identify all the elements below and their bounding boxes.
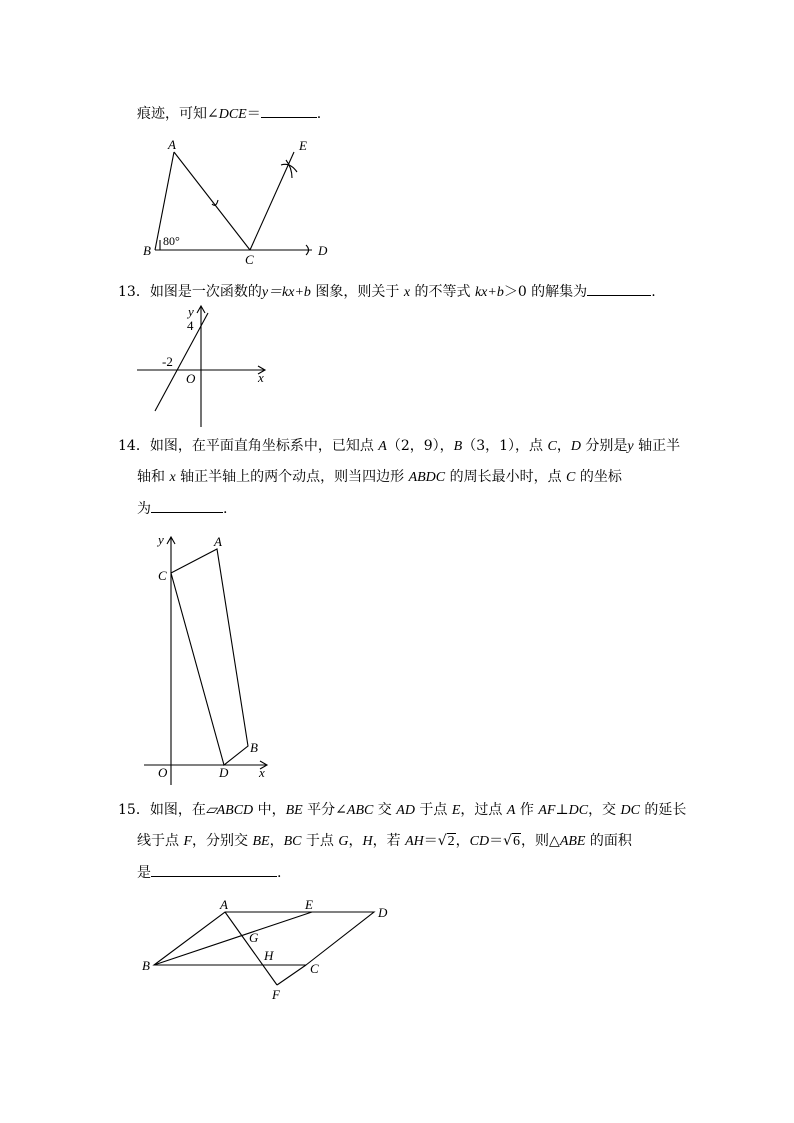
q15-be: BE: [285, 803, 303, 818]
q15-l1g: 作: [515, 802, 539, 818]
q15-l2g: ，: [455, 833, 470, 849]
q15-l2b: ，分别交: [192, 833, 253, 849]
q15-seg-cf: [277, 965, 306, 985]
q15-para: ▱ABCD: [205, 803, 254, 818]
q14-number: 14．: [118, 438, 150, 454]
q14-label-b: B: [250, 740, 258, 755]
q15-seg-be: [154, 912, 312, 965]
q15-label-b: B: [142, 958, 150, 973]
q15-ad: AD: [396, 803, 415, 818]
q14-label-a: A: [214, 534, 222, 549]
q12-label-e: E: [299, 138, 307, 153]
q14-l2c: 的周长最小时，点: [445, 469, 567, 485]
q14-y-label: y: [158, 532, 164, 547]
q15-label-g: G: [249, 930, 259, 945]
q15-l2f: ，若: [372, 833, 406, 849]
q15-label-a: A: [220, 897, 228, 912]
q15-l2e: ，: [348, 833, 363, 849]
q15-l1d: 交: [373, 802, 397, 818]
q14-l3a: 为: [137, 501, 151, 517]
q13-end: .: [651, 284, 656, 300]
q14-l1c: （3，1），点: [462, 438, 548, 454]
q13-origin: O: [186, 371, 196, 386]
q15-l1i: 的延长: [639, 802, 687, 818]
q14-l1e: 分别是: [580, 438, 628, 454]
q15-label-e: E: [305, 897, 313, 912]
q13-ineq: kx+b: [474, 285, 504, 300]
q13-y-label: y: [188, 304, 194, 319]
q12-prefix: 痕迹，可知∠: [137, 106, 219, 122]
q15-l1a: 如图，在: [149, 802, 206, 818]
q15-af: AF: [538, 803, 556, 818]
q12-eq: ＝: [246, 106, 261, 122]
q15-dc: DC: [568, 803, 589, 818]
q15-label-f: F: [272, 987, 280, 1002]
q15-label-d: D: [378, 905, 388, 920]
q14-label-c: C: [158, 568, 167, 583]
q14-l2d: 的坐标: [575, 469, 622, 485]
q13-intercept-4: 4: [187, 318, 194, 333]
q14-l1a: 如图，在平面直角坐标系中，已知点: [149, 438, 379, 454]
q13-t1: 如图是一次函数的: [149, 284, 262, 300]
q15-e: E: [451, 803, 461, 818]
q13-x-label: x: [258, 370, 264, 385]
q15-bc: BC: [283, 834, 302, 849]
q15-label-c: C: [310, 961, 319, 976]
q13-intercept-neg2: -2: [162, 354, 173, 369]
q15-l1f: ，过点: [460, 802, 507, 818]
q15-six: 6: [513, 834, 521, 849]
q12-label-d: D: [318, 243, 328, 258]
q15-number: 15．: [118, 802, 150, 818]
sqrt-2: √2: [437, 833, 455, 849]
q15-two: 2: [447, 834, 455, 849]
q15-abe: ABE: [559, 834, 586, 849]
sqrt-6: √6: [503, 833, 521, 849]
q13-function: y＝kx+b: [261, 285, 311, 300]
q15-l2c: ，: [269, 833, 284, 849]
q12-end: .: [316, 106, 322, 122]
q14-origin: O: [158, 765, 168, 780]
q14-y: y: [627, 439, 634, 454]
q15-l2h: ，则△: [521, 833, 560, 849]
q14-x: x: [169, 470, 176, 485]
q15-g: G: [338, 834, 349, 849]
q15-label-h: H: [264, 948, 274, 963]
q14-end: .: [223, 501, 228, 517]
q15-dc-2: DC: [620, 803, 640, 818]
q14-l1d: ，: [556, 438, 571, 454]
q13-t3: 的不等式: [410, 284, 475, 300]
q14-pb: B: [453, 439, 463, 454]
q14-label-d: D: [219, 765, 229, 780]
q15-l2a: 线于点: [137, 833, 184, 849]
q13-x: x: [403, 285, 411, 300]
q12-label-a: A: [168, 137, 176, 152]
q12-label-c: C: [245, 252, 254, 267]
q14-pc: C: [547, 439, 557, 454]
q14-l1f: 轴正半: [633, 438, 681, 454]
q15-l1c: 平分∠: [302, 802, 347, 818]
q14-pa: A: [378, 439, 387, 454]
q15-a: A: [506, 803, 516, 818]
q15-f: F: [183, 834, 193, 849]
q14-x-label: x: [259, 765, 265, 780]
q15-end: .: [277, 865, 282, 881]
q14-l2b: 轴正半轴上的两个动点，则当四边形: [175, 469, 409, 485]
q15-h: H: [362, 834, 373, 849]
q15-l1b: 中，: [253, 802, 286, 818]
q13-number: 13．: [118, 284, 150, 300]
q15-l2d: 于点: [301, 833, 339, 849]
q14-pc-2: C: [566, 470, 576, 485]
q15-ah: AH: [405, 834, 424, 849]
q15-abc: ABC: [346, 803, 374, 818]
q15-l2i: 的面积: [585, 833, 632, 849]
q15-be-2: BE: [252, 834, 270, 849]
q14-l1b: （2，9），: [386, 438, 454, 454]
q13-t4: ＞0 的解集为: [503, 284, 588, 300]
q13-t2: 图象，则关于: [310, 284, 404, 300]
q12-label-b: B: [143, 243, 151, 258]
q15-l1e: 于点: [414, 802, 452, 818]
q12-angle-label: 80°: [163, 234, 180, 248]
q15-perp: ⊥: [555, 802, 569, 818]
q12-angle: DCE: [218, 107, 247, 122]
q15-l1h: ，交: [588, 802, 621, 818]
q15-l3a: 是: [137, 865, 151, 881]
q14-pd: D: [570, 439, 581, 454]
q15-cd: CD: [469, 834, 490, 849]
q14-l2a: 轴和: [137, 469, 170, 485]
q15-eq: ＝: [423, 833, 438, 849]
q14-quad: ABDC: [408, 470, 446, 485]
q15-eq-2: ＝: [489, 833, 504, 849]
